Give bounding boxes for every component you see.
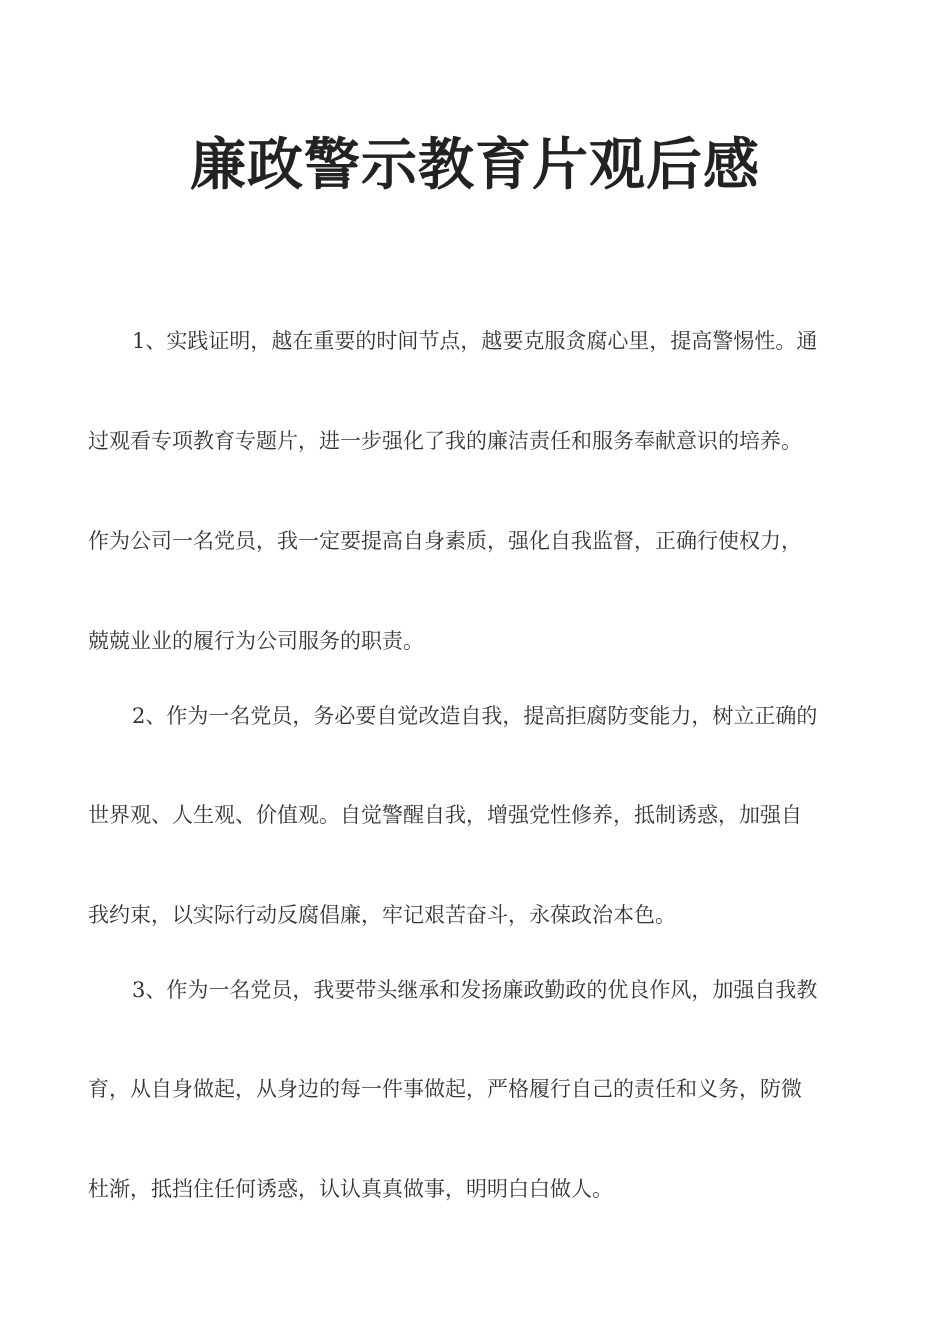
paragraph-1-line-4: 兢兢业业的履行为公司服务的职责。 bbox=[88, 629, 424, 653]
paragraph-1-line-1: 1、实践证明，越在重要的时间节点，越要克服贪腐心里，提高警惕性。通 bbox=[132, 329, 818, 353]
document-title: 廉政警示教育片观后感 bbox=[190, 133, 760, 198]
paragraph-2-line-1: 2、作为一名党员，务必要自觉改造自我，提高拒腐防变能力，树立正确的 bbox=[132, 704, 818, 728]
paragraph-3-line-2: 育，从自身做起，从身边的每一件事做起，严格履行自己的责任和义务，防微 bbox=[88, 1077, 802, 1101]
paragraph-3-line-1: 3、作为一名党员，我要带头继承和发扬廉政勤政的优良作风，加强自我教 bbox=[132, 978, 818, 1002]
paragraph-3-line-3: 杜渐，抵挡住任何诱惑，认认真真做事，明明白白做人。 bbox=[88, 1177, 613, 1201]
paragraph-2-line-2: 世界观、人生观、价值观。自觉警醒自我，增强党性修养，抵制诱惑，加强自 bbox=[88, 803, 802, 827]
paragraph-2-line-3: 我约束，以实际行动反腐倡廉，牢记艰苦奋斗，永葆政治本色。 bbox=[88, 903, 676, 927]
paragraph-1-line-2: 过观看专项教育专题片，进一步强化了我的廉洁责任和服务奉献意识的培养。 bbox=[88, 429, 802, 453]
paragraph-1-line-3: 作为公司一名党员，我一定要提高自身素质，强化自我监督，正确行使权力， bbox=[88, 529, 802, 553]
